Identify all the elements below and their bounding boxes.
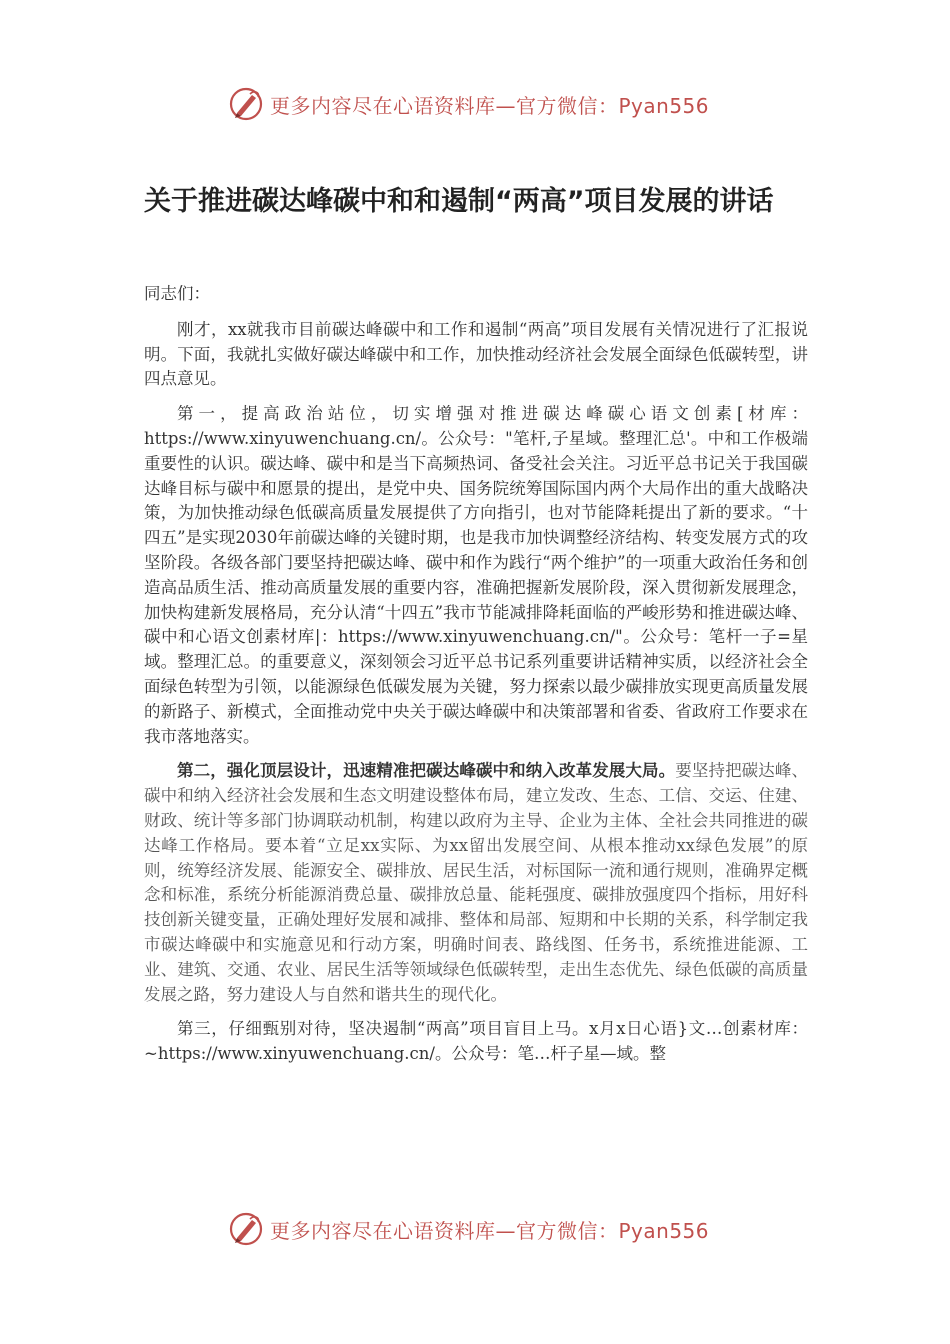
footer-banner [228,1209,748,1249]
paragraph-point-2-text: 要坚持把碳达峰、碳中和纳入经济社会发展和生态文明建设整体布局，建立发改、生态、工信、交运、住建、财政、统计等多部门协调联动机制，构建以政府为主导、企业为主体、全社会共同推进的碳达峰工作格局。要本着“立足xx实际、为xx留出发展空间、从根本推动xx绿色发展”的原则，统筹经济发展、能源安全、碳排放、居民生活，对标国际一流和通行规则，准确界定概念和标准，系统分析能源消费总量、碳排放总量、能耗强度、碳排放强度四个指标，用好科技创新关键变量，正确处理好发展和减排、整体和局部、短期和中长期的关系，科学制定我市碳达峰碳中和实施意见和行动方案，明确时间表、路线图、任务书，系统推进能源、工业、建筑、交通、农业、居民生活等领域绿色低碳转型，走出生态优先、绿色低碳的高质量发展之路，努力建设人与自然和谐共生的现代化。 [144,761,809,1004]
document-body [144,282,808,1077]
banner-text: 更多内容尽在心语资料库—官方微信：Pyan556 [270,93,710,118]
banner-text: 更多内容尽在心语资料库—官方微信：Pyan556 [270,1218,710,1243]
paragraph-intro: 刚才，xx就我市目前碳达峰碳中和工作和遏制“两高”项目发展有关情况进行了汇报说明。下面，我就扎实做好碳达峰碳中和工作，加快推动经济社会发展全面绿色低碳转型，讲四点意见。 [144,319,808,389]
header-banner [228,84,748,124]
salutation: 同志们： [144,284,210,303]
paragraph-point-2-heading: 第二，强化顶层设计，迅速精准把碳达峰碳中和纳入改革发展大局。 [177,761,676,781]
paragraph-point-3: 第三，仔细甄别对待，坚决遏制“两高”项目盲目上马。x月x日心语}文…创素材库：~https://www.xinyuwenchuang.cn/。公众号：笔…杆子星—域。整 [144,1019,808,1064]
pen-logo-icon [228,1211,264,1247]
paragraph-point-2 [144,759,808,1007]
document-title: 关于推进碳达峰碳中和和遏制“两高”项目发展的讲话 [144,186,774,217]
paragraph-point-1: 第一，提高政治站位，切实增强对推进碳达峰碳心语文创素[材库：https://www.xinyuwenchuang.cn/。公众号："笔杆,子星域。整理汇总'。中和工作极端重要性的认识。碳达峰、碳中和是当下高频热词、备受社会关注。习近平总书记关于我国碳达峰目标与碳中和愿景的提出，是党中央、国务院统筹国际国内两个大局作出的重大战略决策，为加快推动绿色低碳高质量发展提供了方向指引，也对节能降耗提出了新的要求。“十四五”是实现2030年前碳达峰的关键时期，也是我市加快调整经济结构、转变发展方式的攻坚阶段。各级各部门要坚持把碳达峰、碳中和作为践行“两个维护”的一项重大政治任务和创造高品质生活、推动高质量发展的重要内容，准确把握新发展阶段，深入贯彻新发展理念，加快构建新发展格局，充分认清“十四五”我市节能减排降耗面临的严峻形势和推进碳达峰、碳中和心语文创素材库|：https://www.xinyuwenchuang.cn/"。公众号：笔杆一子=星域。整理汇总。的重要意义，深刻领会习近平总书记系列重要讲话精神实质，以经济社会全面绿色转型为引领，以能源绿色低碳发展为关键，努力探索以最少碳排放实现更高质量发展的新路子、新模式，全面推动党中央关于碳达峰碳中和决策部署和省委、省政府工作要求在我市落地落实。 [144,404,808,746]
pen-logo-icon [228,86,264,122]
